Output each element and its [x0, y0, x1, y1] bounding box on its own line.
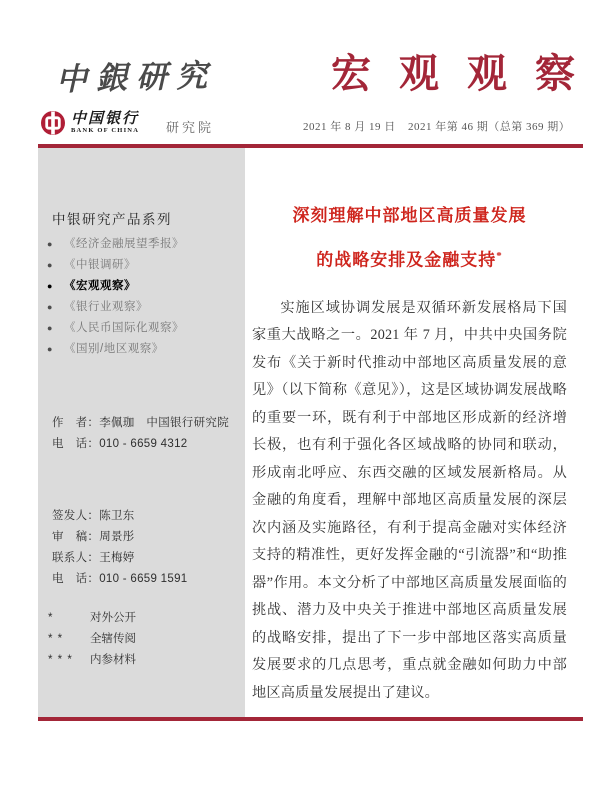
author-phone-line: 电 话：010 - 6659 4312	[52, 437, 188, 450]
bullet-icon: ●	[47, 343, 53, 354]
series-item-label: 《银行业观察》	[64, 300, 148, 313]
document-title-line1: 深刻理解中部地区高质量发展	[292, 206, 527, 225]
contact-phone-line: 电 话：010 - 6659 1591	[52, 572, 188, 585]
footnote-internal-reference	[48, 650, 243, 671]
boc-research-calligraphy-logo: 中銀研究	[55, 57, 217, 98]
institute-label: 研究院	[166, 120, 215, 135]
bullet-icon: ●	[47, 301, 53, 312]
reviewer-line: 审 稿：周景彤	[52, 530, 135, 543]
footnote-internal-circulation	[48, 629, 243, 650]
publication-issue: 2021 年第 46 期（总第 369 期）	[408, 121, 571, 133]
series-item-country-region	[38, 339, 245, 360]
bank-of-china-emblem-icon	[40, 110, 66, 136]
bullet-icon: ●	[47, 259, 53, 270]
footnote-symbol: *	[48, 611, 54, 624]
series-item-label: 《宏观观察》	[64, 279, 136, 292]
series-item-label: 《中银调研》	[64, 258, 136, 271]
sidebar	[38, 148, 245, 717]
series-item-rmb-internationalization	[38, 318, 245, 339]
bottom-rule	[38, 717, 583, 721]
document-title	[252, 196, 567, 281]
bullet-icon: ●	[47, 280, 53, 291]
series-item-label: 《经济金融展望季报》	[64, 237, 184, 250]
series-title: 中银研究产品系列	[52, 211, 172, 227]
bank-name-en: BANK OF CHINA	[71, 127, 140, 134]
footnote-label: 对外公开	[90, 611, 136, 624]
footnote-label: 内参材料	[90, 653, 136, 666]
document-title-line2: 的战略安排及金融支持*	[316, 250, 503, 270]
bullet-icon: ●	[47, 238, 53, 249]
title-footnote-asterisk: *	[496, 250, 503, 262]
footnote-symbol: * *	[48, 632, 64, 645]
author-contact-block	[52, 413, 242, 455]
bank-logo-text	[71, 111, 166, 135]
header-row	[38, 108, 583, 142]
series-item-macro-observation	[38, 276, 245, 297]
series-item-label: 《人民币国际化观察》	[64, 321, 184, 334]
series-list	[38, 234, 245, 360]
classification-footnotes	[48, 608, 243, 671]
bullet-icon: ●	[47, 322, 53, 333]
series-item-banking-observation	[38, 297, 245, 318]
bank-name-cn: 中国银行	[71, 111, 140, 127]
issuer-line: 签发人：陈卫东	[52, 509, 135, 522]
contact-person-line: 联系人：王梅婷	[52, 551, 135, 564]
series-item-economic-quarterly	[38, 234, 245, 255]
footnote-label: 全辖传阅	[90, 632, 136, 645]
publication-date: 2021 年 8 月 19 日	[303, 121, 396, 133]
series-item-label: 《国别/地区观察》	[64, 342, 164, 355]
publication-title: 宏 观 观 察	[331, 51, 584, 96]
abstract-paragraph: 实施区域协调发展是双循环新发展格局下国家重大战略之一。2021 年 7 月，中共中央国务院发布《关于新时代推动中部地区高质量发展的意见》（以下简称《意见》），这是区域协调发展战略的重要一环，既有利于中部地区形成新的经济增长极，也有利于强化各区域战略的协同和联动，形成南北呼应、东西交融的区域发展新格局。从金融的角度看，理解中部地区高质量发展的深层次内涵及实施路径，有利于提高金融对实体经济支持的精准性，更好发挥金融的“引流器”和“助推器”作用。本文分析了中部地区高质量发展面临的挑战、潜力及中央关于推进中部地区高质量发展的战略安排，提出了下一步中部地区落实高质量发展要求的几点思考，重点就金融如何助力中部地区高质量发展提出了建议。	[252, 299, 567, 701]
main-content	[252, 196, 567, 707]
author-line: 作 者：李佩珈 中国银行研究院	[52, 416, 229, 429]
footnote-public	[48, 608, 243, 629]
footnote-symbol: * * *	[48, 653, 73, 666]
staff-contact-block	[52, 506, 242, 590]
series-item-boc-survey	[38, 255, 245, 276]
